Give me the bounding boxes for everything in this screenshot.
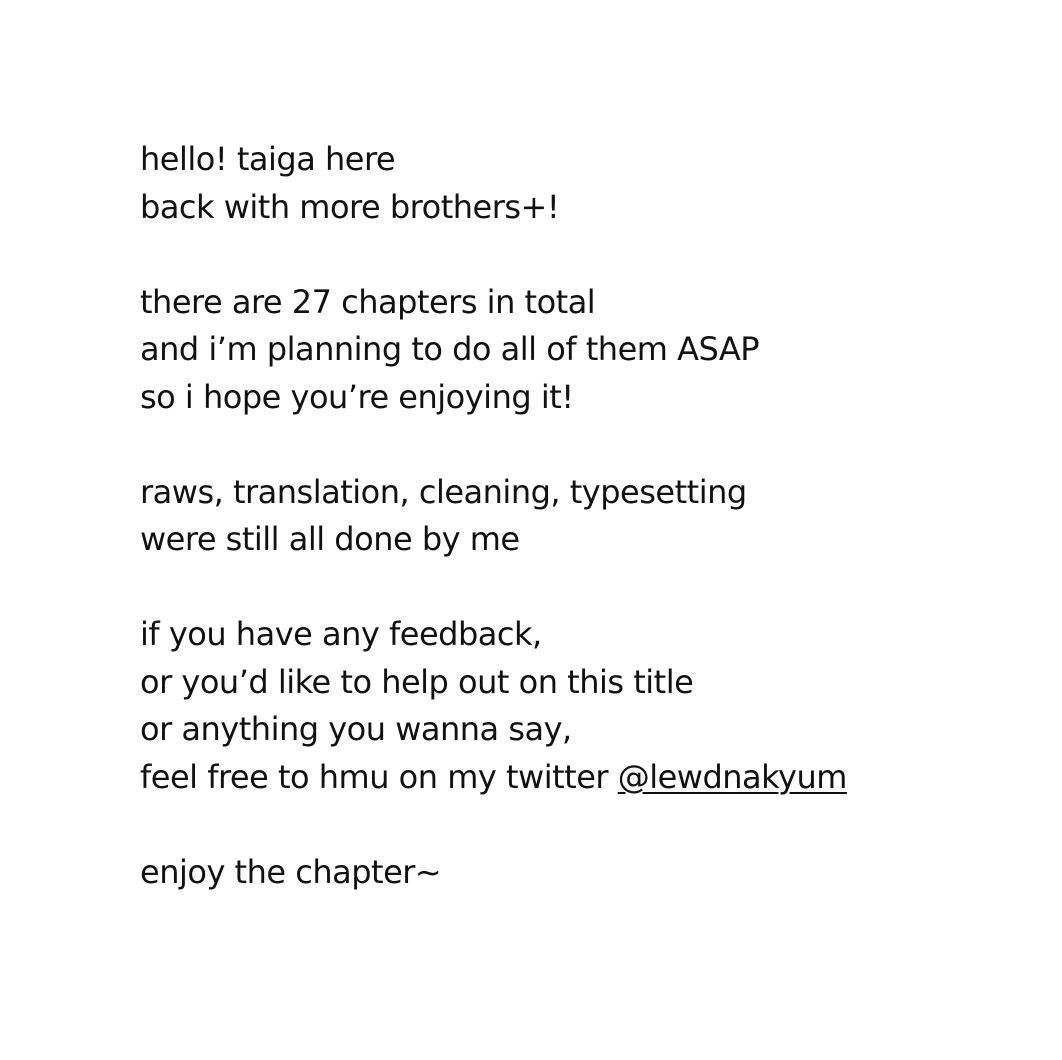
- intro-line-2: back with more brothers+!: [140, 187, 560, 226]
- chapters-line-3: so i hope you’re enjoying it!: [140, 377, 574, 416]
- message-block: [140, 136, 1020, 896]
- contact-line-3: or anything you wanna say,: [140, 710, 572, 748]
- contact-line-2: or you’d like to help out on this title: [140, 662, 694, 701]
- closing-line: enjoy the chapter~: [140, 852, 442, 891]
- paragraph-gap: [140, 801, 1020, 849]
- chapters-line-1: there are 27 chapters in total: [140, 282, 596, 321]
- credits-line-2: were still all done by me: [140, 520, 520, 558]
- paragraph-gap: [140, 231, 1020, 279]
- paragraph-gap: [140, 564, 1020, 612]
- twitter-prefix: feel free to hmu on my twitter: [140, 757, 618, 796]
- intro-line-1: hello! taiga here: [140, 140, 396, 178]
- twitter-handle-link[interactable]: @lewdnakyum: [617, 757, 847, 796]
- paragraph-gap: [140, 421, 1020, 469]
- contact-line-4: [140, 754, 1020, 802]
- contact-line-1: if you have any feedback,: [140, 615, 542, 653]
- credits-line-1: raws, translation, cleaning, typesetting: [140, 472, 747, 511]
- chapters-line-2: and i’m planning to do all of them ASAP: [140, 330, 760, 368]
